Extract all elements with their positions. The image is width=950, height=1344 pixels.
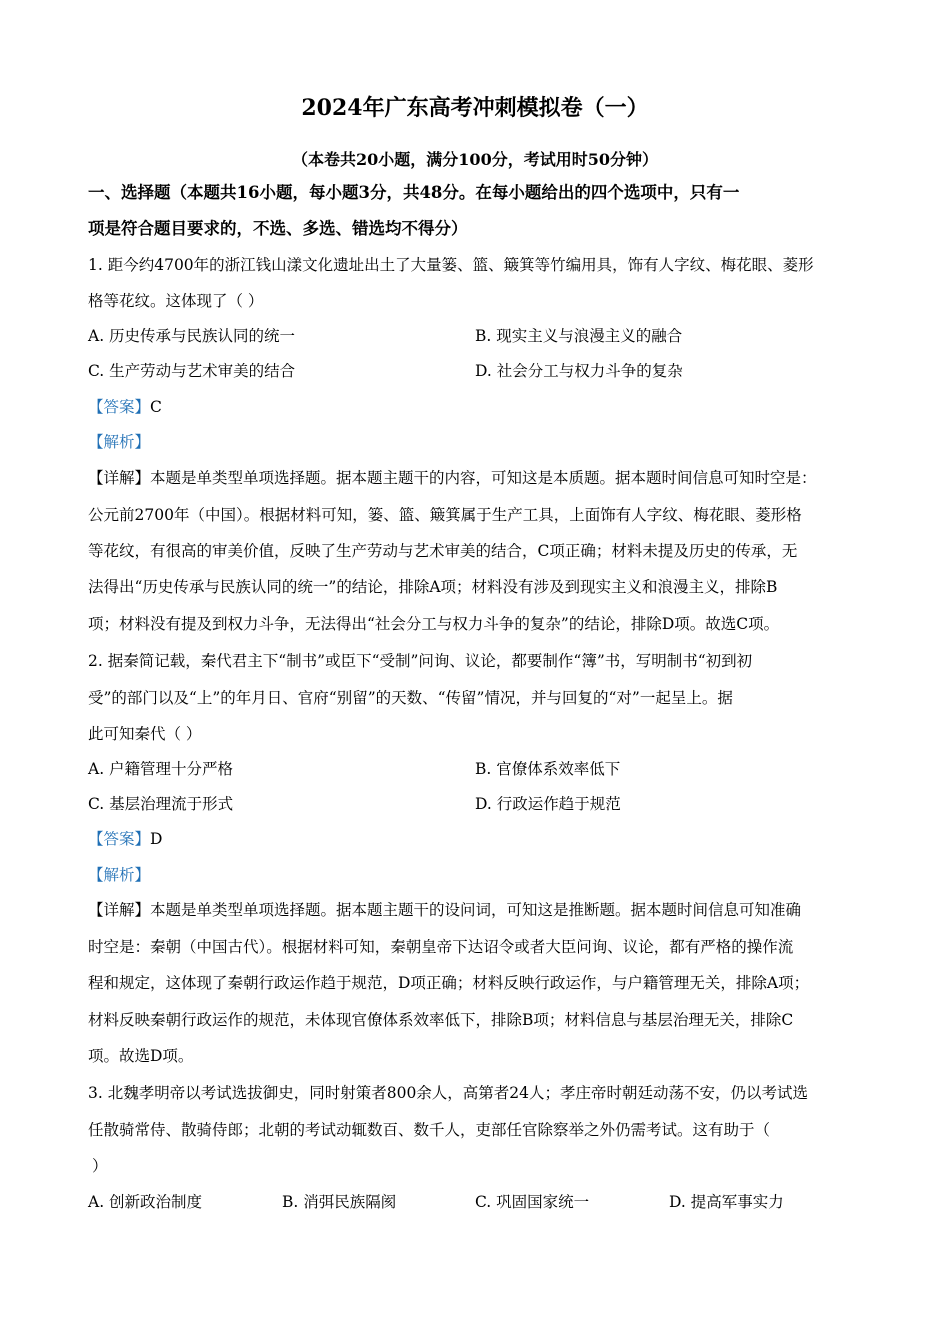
q2-option-d: D. 行政运作趋于规范 (475, 795, 621, 813)
q1-stem-line2: 格等花纹。这体现了（ ） (88, 292, 264, 310)
answer-label: 【答案】 (88, 830, 151, 848)
q3-option-c: C. 巩固国家统一 (475, 1193, 590, 1211)
q2-answer (88, 828, 162, 850)
q1-detail-line4: 法得出“历史传承与民族认同的统一”的结论，排除A项；材料没有涉及到现实主义和浪漫主义，排除B (88, 578, 778, 596)
q3-option-d: D. 提高军事实力 (669, 1193, 784, 1211)
q1-analysis-label: 【解析】 (88, 433, 151, 451)
q3-stem-line2: 任散骑常侍、散骑侍郎；北朝的考试动辄数百、数千人，吏部任官除察举之外仍需考试。这有助于（ (88, 1121, 771, 1139)
detail-label: 【详解】 (88, 901, 151, 919)
q2-detail-line1 (88, 899, 801, 921)
q1-detail-line3: 等花纹，有很高的审美价值，反映了生产劳动与艺术审美的结合，C项正确；材料未提及历史的传承，无 (88, 542, 798, 560)
q2-detail-line2: 时空是：秦朝（中国古代）。根据材料可知，秦朝皇帝下达诏令或者大臣问询、议论，都有严格的操作流 (88, 938, 794, 956)
q1-detail-line1 (88, 467, 817, 489)
detail-text: 本题是单类型单项选择题。据本题主题干的设问词，可知这是推断题。据本题时间信息可知准确 (150, 901, 802, 919)
answer-label: 【答案】 (88, 398, 151, 416)
q3-option-a: A. 创新政治制度 (88, 1193, 203, 1211)
answer-value: D (150, 830, 163, 848)
q2-analysis-label: 【解析】 (88, 866, 151, 884)
q3-stem-line3: ） (92, 1157, 108, 1175)
q1-detail-line5: 项；材料没有提及到权力斗争，无法得出“社会分工与权力斗争的复杂”的结论，排除D项。故选C项。 (88, 615, 780, 633)
q2-option-b: B. 官僚体系效率低下 (475, 760, 621, 778)
q2-stem-line3: 此可知秦代（ ） (88, 725, 202, 743)
q3-stem-line1: 3. 北魏孝明帝以考试选拔御史，同时射策者800余人，高第者24人；孝庄帝时朝廷动荡不安，仍以考试选 (88, 1084, 809, 1102)
detail-text: 本题是单类型单项选择题。据本题主题干的内容，可知这是本质题。据本题时间信息可知时空是： (150, 469, 817, 487)
q2-detail-line4: 材料反映秦朝行政运作的规范，未体现官僚体系效率低下，排除B项；材料信息与基层治理无关，排除C (88, 1011, 794, 1029)
detail-label: 【详解】 (88, 469, 151, 487)
q2-detail-line3: 程和规定，这体现了秦朝行政运作趋于规范，D项正确；材料反映行政运作，与户籍管理无关，排除A项； (88, 974, 810, 992)
q2-detail-line5: 项。故选D项。 (88, 1047, 194, 1065)
q1-option-b: B. 现实主义与浪漫主义的融合 (475, 327, 683, 345)
answer-value: C (150, 398, 162, 416)
q2-option-a: A. 户籍管理十分严格 (88, 760, 234, 778)
q1-option-d: D. 社会分工与权力斗争的复杂 (475, 362, 683, 380)
page-title: 2024年广东高考冲刺模拟卷（一） (301, 95, 649, 121)
q1-option-a: A. 历史传承与民族认同的统一 (88, 327, 296, 345)
q1-option-c: C. 生产劳动与艺术审美的结合 (88, 362, 296, 380)
q2-stem-line2: 受”的部门以及“上”的年月日、官府“别留”的天数、“传留”情况，并与回复的“对”一起呈上。据 (88, 689, 733, 707)
q1-detail-line2: 公元前2700年（中国）。根据材料可知，篓、篮、簸箕属于生产工具，上面饰有人字纹、梅花眼、菱形格 (88, 506, 802, 524)
section-heading-line2: 项是符合题目要求的，不选、多选、错选均不得分） (88, 219, 468, 238)
q1-answer (88, 396, 162, 418)
q2-option-c: C. 基层治理流于形式 (88, 795, 234, 813)
q3-option-b: B. 消弭民族隔阂 (282, 1193, 397, 1211)
q2-stem-line1: 2. 据秦简记载，秦代君主下“制书”或臣下“受制”问询、议论，都要制作“簿”书，写明制书“初到初 (88, 652, 753, 670)
section-heading-line1: 一、选择题（本题共16小题，每小题3分，共48分。在每小题给出的四个选项中，只有一 (88, 183, 740, 202)
page-subtitle: （本卷共20小题，满分100分，考试用时50分钟） (292, 150, 658, 169)
q1-stem-line1: 1. 距今约4700年的浙江钱山漾文化遗址出土了大量篓、篮、簸箕等竹编用具，饰有人字纹、梅花眼、菱形 (88, 256, 814, 274)
